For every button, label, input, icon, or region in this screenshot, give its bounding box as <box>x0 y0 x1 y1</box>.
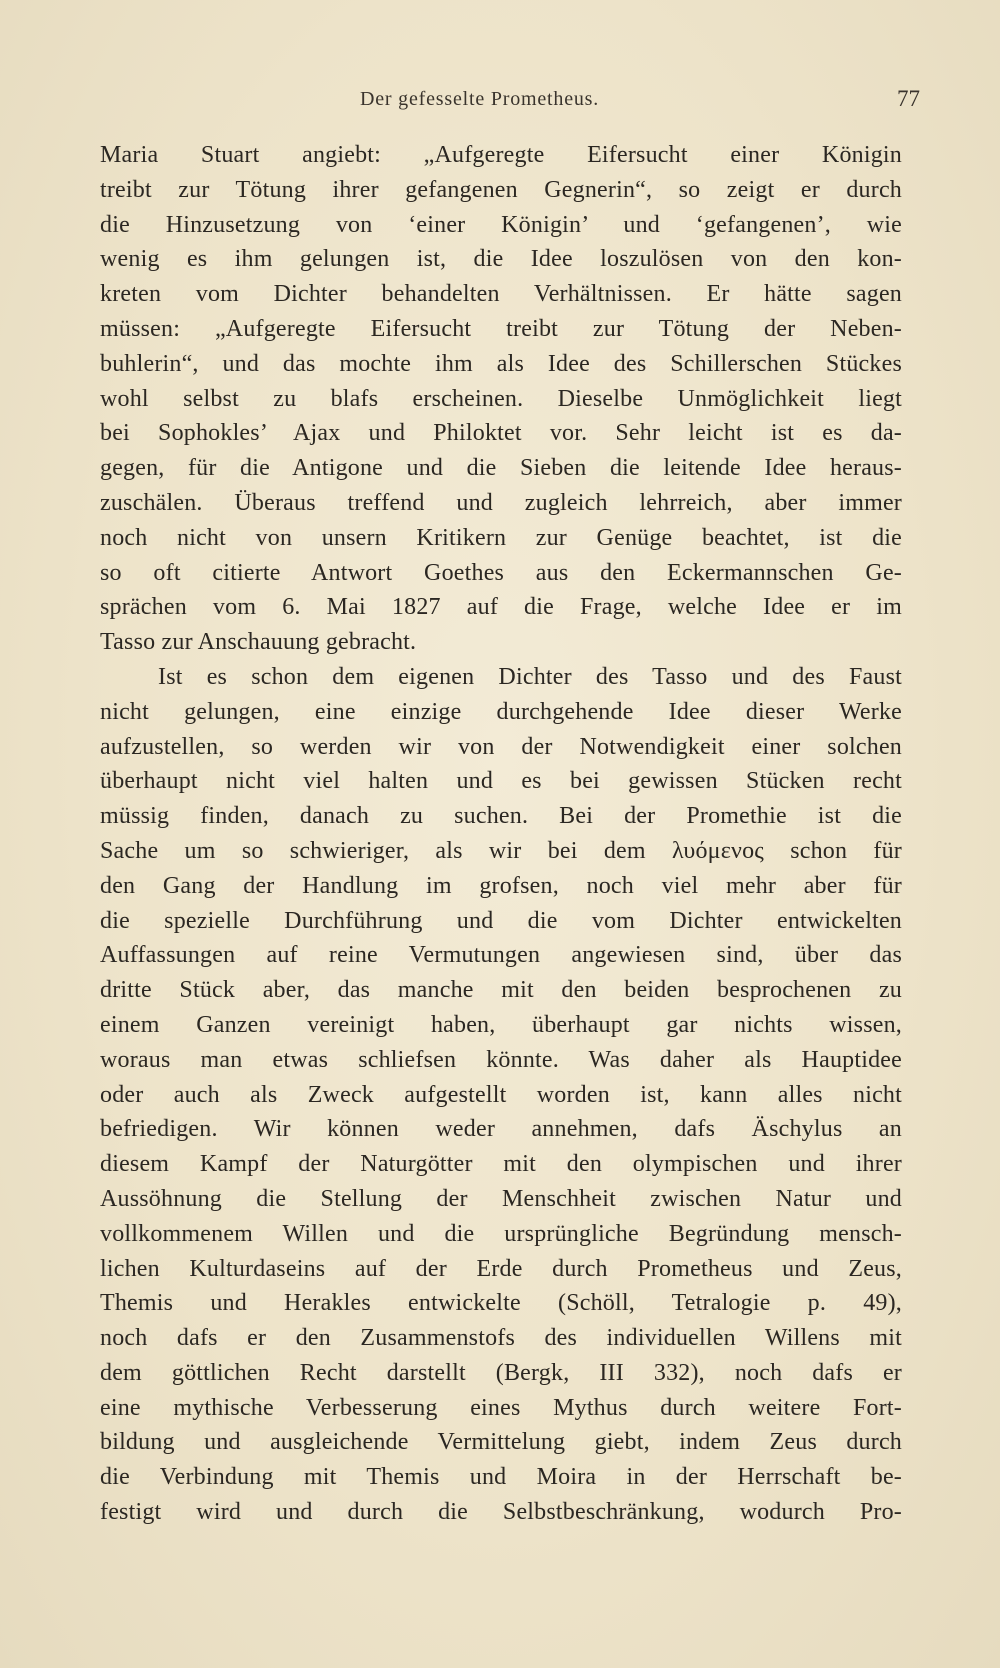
text-line: überhaupt nicht viel halten und es bei gewissen Stücken recht <box>100 768 902 795</box>
text-line: noch nicht von unsern Kritikern zur Genüge beachtet, ist die <box>100 524 902 551</box>
text-line: wohl selbst zu blafs erscheinen. Dieselbe Unmöglichkeit liegt <box>100 385 902 412</box>
text-line: Themis und Herakles entwickelte (Schöll, Tetralogie p. 49), <box>100 1290 902 1317</box>
text-line: befriedigen. Wir können weder annehmen, dafs Äschylus an <box>100 1116 902 1143</box>
text-line: kreten vom Dichter behandelten Verhältnissen. Er hätte sagen <box>100 281 902 308</box>
text-line: eine mythische Verbesserung eines Mythus durch weitere Fort- <box>100 1394 902 1421</box>
text-line: Sache um so schwieriger, als wir bei dem λυόμενος schon für <box>100 837 902 864</box>
text-line: diesem Kampf der Naturgötter mit den olympischen und ihrer <box>100 1151 902 1178</box>
paragraph-first-line: Ist es schon dem eigenen Dichter des Tasso und des Faust <box>158 663 902 690</box>
text-line: noch dafs er den Zusammenstofs des individuellen Willens mit <box>100 1325 902 1352</box>
text-line: Tasso zur Anschauung gebracht. <box>100 629 417 656</box>
text-line: treibt zur Tötung ihrer gefangenen Gegnerin“, so zeigt er durch <box>100 176 902 203</box>
text-line: die Hinzusetzung von ‘einer Königin’ und ‘gefangenen’, wie <box>100 211 902 238</box>
text-line: nicht gelungen, eine einzige durchgehende Idee dieser Werke <box>100 698 902 725</box>
text-line: gegen, für die Antigone und die Sieben die leitende Idee heraus- <box>100 455 902 482</box>
text-line: bei Sophokles’ Ajax und Philoktet vor. Sehr leicht ist es da- <box>100 420 902 447</box>
running-head <box>100 88 920 118</box>
text-line: oder auch als Zweck aufgestellt worden ist, kann alles nicht <box>100 1081 902 1108</box>
text-line: Maria Stuart angiebt: „Aufgeregte Eifersucht einer Königin <box>100 142 902 168</box>
text-line: buhlerin“, und das mochte ihm als Idee des Schillerschen Stückes <box>100 350 902 377</box>
text-line: müssig finden, danach zu suchen. Bei der Promethie ist die <box>100 803 902 830</box>
text-line: wenig es ihm gelungen ist, die Idee loszulösen von den kon- <box>100 246 902 273</box>
running-title: Der gefesselte Prometheus. <box>360 88 600 110</box>
text-line: den Gang der Handlung im grofsen, noch viel mehr aber für <box>100 872 902 899</box>
text-line: Auffassungen auf reine Vermutungen angewiesen sind, über das <box>100 942 902 969</box>
text-line: dritte Stück aber, das manche mit den beiden besprochenen zu <box>100 977 902 1004</box>
text-line: Aussöhnung die Stellung der Menschheit zwischen Natur und <box>100 1185 902 1212</box>
text-line: die spezielle Durchführung und die vom Dichter entwickelten <box>100 907 902 934</box>
body-text <box>100 138 902 1530</box>
text-line: vollkommenem Willen und die ursprüngliche Begründung mensch- <box>100 1220 902 1247</box>
text-line: so oft citierte Antwort Goethes aus den Eckermannschen Ge- <box>100 559 902 586</box>
text-line: woraus man etwas schliefsen könnte. Was daher als Hauptidee <box>100 1046 902 1073</box>
text-line: bildung und ausgleichende Vermittelung giebt, indem Zeus durch <box>100 1429 902 1456</box>
text-line: die Verbindung mit Themis und Moira in der Herrschaft be- <box>100 1464 902 1491</box>
text-line: sprächen vom 6. Mai 1827 auf die Frage, welche Idee er im <box>100 594 902 621</box>
text-line: zuschälen. Überaus treffend und zugleich lehrreich, aber immer <box>100 489 902 516</box>
text-line: dem göttlichen Recht darstellt (Bergk, III 332), noch dafs er <box>100 1359 902 1386</box>
text-line: festigt wird und durch die Selbstbeschränkung, wodurch Pro- <box>100 1499 902 1526</box>
page-number: 77 <box>897 86 920 111</box>
text-line: einem Ganzen vereinigt haben, überhaupt gar nichts wissen, <box>100 1011 902 1038</box>
text-line: aufzustellen, so werden wir von der Notwendigkeit einer solchen <box>100 733 902 760</box>
text-line: müssen: „Aufgeregte Eifersucht treibt zur Tötung der Neben- <box>100 315 902 342</box>
text-line: lichen Kulturdaseins auf der Erde durch Prometheus und Zeus, <box>100 1255 902 1282</box>
